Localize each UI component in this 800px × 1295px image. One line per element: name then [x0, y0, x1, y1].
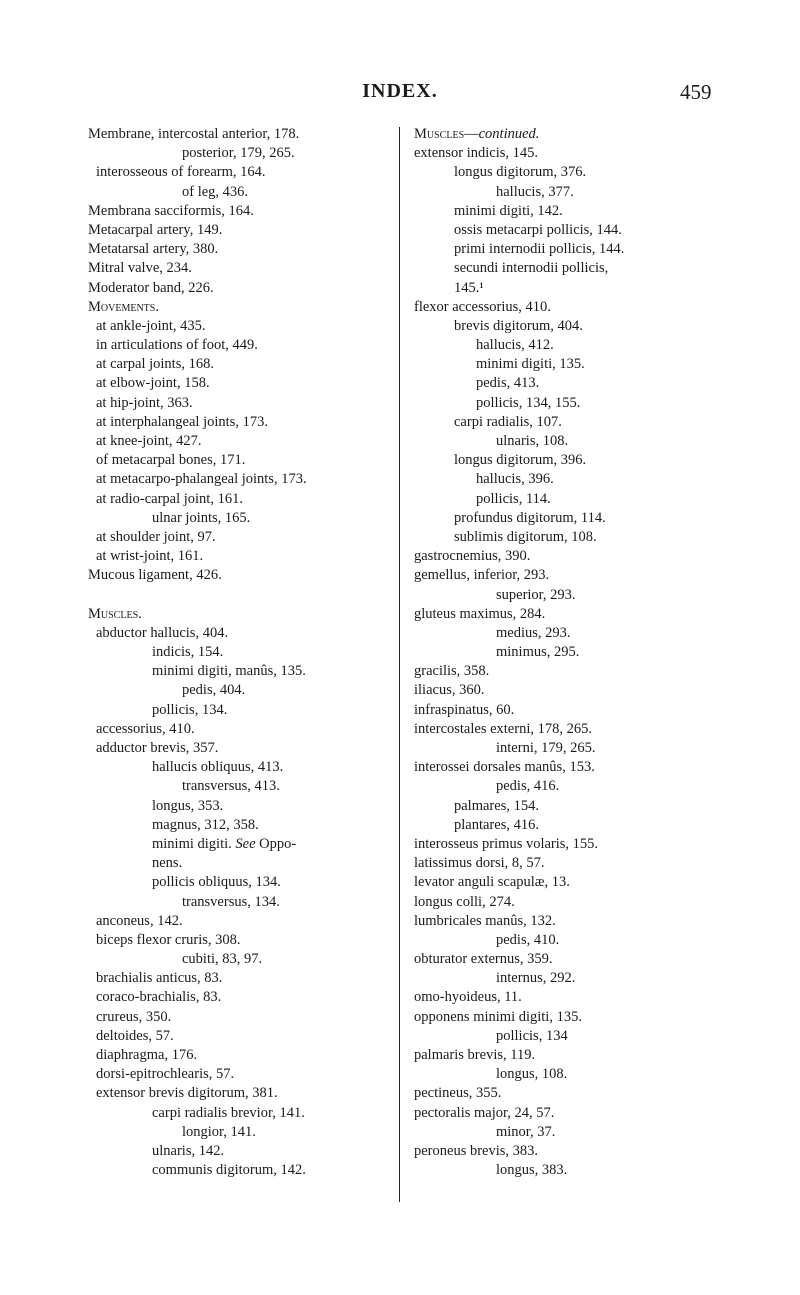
index-entry: opponens minimi digiti, 135.: [414, 1008, 582, 1025]
index-entry: cubiti, 83, 97.: [182, 951, 263, 968]
index-entry: pollicis, 134.: [152, 701, 228, 718]
page-title: INDEX.: [362, 80, 438, 102]
index-entry: longus, 108.: [496, 1066, 568, 1083]
index-entry: minimi digiti. See Oppo-: [152, 835, 297, 852]
index-entry: medius, 293.: [496, 624, 571, 641]
index-entry: longus digitorum, 376.: [454, 164, 587, 181]
index-entry: hallucis obliquus, 413.: [152, 759, 284, 776]
index-entry: pollicis obliquus, 134.: [152, 874, 281, 891]
index-entry: internus, 292.: [496, 970, 576, 987]
index-entry: sublimis digitorum, 108.: [454, 528, 597, 545]
index-entry: longus, 353.: [152, 797, 224, 814]
index-entry: minimi digiti, 135.: [476, 356, 585, 373]
index-entry: palmares, 154.: [454, 797, 539, 814]
index-entry: at knee-joint, 427.: [96, 433, 202, 449]
index-entry: brachialis anticus, 83.: [96, 970, 223, 987]
index-entry: peroneus brevis, 383.: [414, 1142, 539, 1159]
index-entry: diaphragma, 176.: [96, 1047, 198, 1063]
index-entry: at interphalangeal joints, 173.: [96, 413, 268, 430]
index-entry: Membrana sacciformis, 164.: [88, 202, 254, 219]
index-entry: intercostales externi, 178, 265.: [414, 720, 592, 737]
index-entry: magnus, 312, 358.: [152, 816, 259, 833]
index-entry: superior, 293.: [496, 586, 576, 603]
index-column-left: [88, 125, 400, 1180]
blank-line: [88, 586, 400, 605]
index-entry: minimi digiti, 142.: [454, 202, 563, 219]
index-entry: minimus, 295.: [496, 644, 580, 661]
index-entry: interni, 179, 265.: [496, 740, 596, 756]
index-entry: gastrocnemius, 390.: [414, 548, 531, 565]
index-entry: ulnaris, 108.: [496, 433, 569, 449]
index-entry: biceps flexor cruris, 308.: [96, 931, 241, 948]
index-entry: Movements.: [88, 298, 159, 315]
index-entry: anconeus, 142.: [96, 912, 183, 929]
index-entry: posterior, 179, 265.: [182, 145, 295, 162]
index-entry: carpi radialis brevior, 141.: [152, 1104, 305, 1121]
index-entry: gemellus, inferior, 293.: [414, 567, 550, 584]
index-entry: Mucous ligament, 426.: [88, 567, 222, 584]
index-entry: 145.¹: [454, 279, 484, 296]
index-entry: at carpal joints, 168.: [96, 356, 214, 373]
index-entry: pedis, 413.: [476, 375, 540, 392]
index-entry: gluteus maximus, 284.: [414, 605, 546, 622]
index-entry: abductor hallucis, 404.: [96, 624, 229, 641]
index-entry: longus colli, 274.: [414, 893, 515, 910]
index-entry: at metacarpo-phalangeal joints, 173.: [96, 471, 307, 488]
index-entry: at radio-carpal joint, 161.: [96, 490, 243, 507]
index-entry: profundus digitorum, 114.: [454, 509, 606, 526]
index-entry: levator anguli scapulæ, 13.: [414, 874, 570, 891]
index-entry: omo-hyoideus, 11.: [414, 989, 522, 1006]
index-entry: deltoides, 57.: [96, 1027, 174, 1044]
index-entry: interossei dorsales manûs, 153.: [414, 759, 595, 776]
index-entry: at shoulder joint, 97.: [96, 528, 216, 545]
index-entry: lumbricales manûs, 132.: [414, 912, 556, 929]
index-entry: at ankle-joint, 435.: [96, 317, 206, 334]
index-entry: Muscles.: [88, 605, 142, 622]
index-entry: pedis, 416.: [496, 778, 560, 795]
index-entry: nens.: [152, 855, 183, 872]
index-entry: interosseus primus volaris, 155.: [414, 835, 599, 852]
index-entry: coraco-brachialis, 83.: [96, 989, 222, 1006]
index-entry: of leg, 436.: [182, 183, 249, 200]
index-entry: adductor brevis, 357.: [96, 740, 219, 756]
index-entry: infraspinatus, 60.: [414, 701, 515, 718]
index-entry: pectoralis major, 24, 57.: [414, 1104, 555, 1121]
index-entry: dorsi-epitrochlearis, 57.: [96, 1066, 235, 1083]
index-entry: hallucis, 412.: [476, 337, 554, 354]
index-entry: carpi radialis, 107.: [454, 413, 562, 430]
index-entry: primi internodii pollicis, 144.: [454, 241, 625, 258]
index-entry: Metacarpal artery, 149.: [88, 221, 223, 238]
index-entry: latissimus dorsi, 8, 57.: [414, 855, 545, 872]
index-entry: pectineus, 355.: [414, 1085, 502, 1102]
index-entry: brevis digitorum, 404.: [454, 317, 583, 334]
index-entry: pollicis, 114.: [476, 490, 551, 507]
index-entry: indicis, 154.: [152, 644, 224, 661]
index-entry: of metacarpal bones, 171.: [96, 452, 246, 469]
index-entry: iliacus, 360.: [414, 682, 485, 699]
index-entry: Membrane, intercostal anterior, 178.: [88, 126, 300, 142]
index-entry: longior, 141.: [182, 1123, 256, 1140]
index-entry: transversus, 413.: [182, 778, 280, 795]
index-entry: interosseous of forearm, 164.: [96, 164, 266, 181]
page-header: [0, 80, 800, 110]
index-entry: pedis, 404.: [182, 682, 246, 699]
index-entry: minimi digiti, manûs, 135.: [152, 663, 306, 680]
index-entry: at hip-joint, 363.: [96, 394, 193, 411]
index-entry: extensor brevis digitorum, 381.: [96, 1085, 278, 1102]
index-entry: ossis metacarpi pollicis, 144.: [454, 221, 622, 238]
index-entry: minor, 37.: [496, 1123, 556, 1140]
index-entry: Muscles—continued.: [414, 126, 540, 142]
index-entry: plantares, 416.: [454, 816, 539, 833]
index-entry: gracilis, 358.: [414, 663, 490, 680]
index-entry: communis digitorum, 142.: [152, 1162, 306, 1179]
index-entry: at elbow-joint, 158.: [96, 375, 210, 392]
index-entry: longus digitorum, 396.: [454, 452, 587, 469]
index-entry: ulnar joints, 165.: [152, 509, 251, 526]
index-entry: Mitral valve, 234.: [88, 260, 192, 277]
column-divider: [399, 127, 400, 1202]
index-entry: palmaris brevis, 119.: [414, 1047, 536, 1063]
index-entry: hallucis, 377.: [496, 183, 574, 200]
index-entry: flexor accessorius, 410.: [414, 298, 551, 315]
index-entry: ulnaris, 142.: [152, 1142, 225, 1159]
index-entry: hallucis, 396.: [476, 471, 554, 488]
index-entry: pollicis, 134: [496, 1027, 568, 1044]
index-entry: at wrist-joint, 161.: [96, 548, 204, 565]
page-number: 459: [680, 80, 712, 104]
index-entry: Metatarsal artery, 380.: [88, 241, 219, 258]
index-entry: accessorius, 410.: [96, 720, 195, 737]
index-entry: pedis, 410.: [496, 931, 560, 948]
index-entry: Moderator band, 226.: [88, 279, 214, 296]
index-entry: extensor indicis, 145.: [414, 145, 539, 162]
index-entry: obturator externus, 359.: [414, 951, 553, 968]
index-entry: in articulations of foot, 449.: [96, 337, 258, 354]
index-entry: pollicis, 134, 155.: [476, 394, 581, 411]
index-entry: transversus, 134.: [182, 893, 280, 910]
index-entry: longus, 383.: [496, 1162, 568, 1179]
index-column-right: [414, 125, 714, 1180]
index-entry: secundi internodii pollicis,: [454, 260, 609, 277]
index-entry: crureus, 350.: [96, 1008, 172, 1025]
